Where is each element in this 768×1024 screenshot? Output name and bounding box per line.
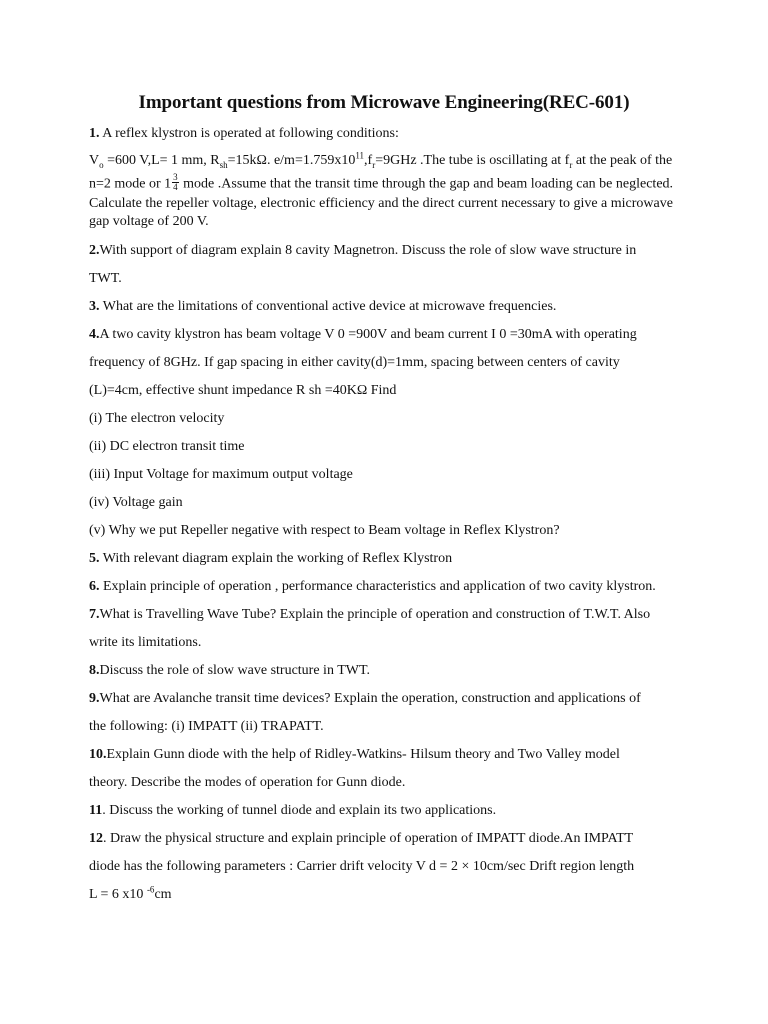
question-2-line-1: 2.With support of diagram explain 8 cavity Magnetron. Discuss the role of slow wave structure in [89,243,637,258]
question-number: 12 [89,831,103,846]
question-4-line-2: frequency of 8GHz. If gap spacing in either cavity(d)=1mm, spacing between centers of cavity [89,355,620,370]
question-number: 8. [89,663,100,678]
question-10-line-2: theory. Describe the modes of operation for Gunn diode. [89,775,406,790]
list-item: (v) Why we put Repeller negative with respect to Beam voltage in Reflex Klystron? [89,523,560,538]
question-1-line-5: gap voltage of 200 V. [89,214,209,229]
fraction-three-quarters: $\frac{3}{4}$ [173,172,178,192]
question-number: 6. [89,579,100,594]
question-12-line-2: diode has the following parameters : Carrier drift velocity V d = 2 × 10cm/sec Drift region length [89,859,635,874]
question-2-line-2: TWT. [89,271,122,286]
question-5: 5. With relevant diagram explain the working of Reflex Klystron [89,551,453,566]
question-4-line-3: (L)=4cm, effective shunt impedance R sh =40KΩ Find [89,383,397,398]
question-10-line-1: 10.Explain Gunn diode with the help of Ridley-Watkins- Hilsum theory and Two Valley model [89,747,620,762]
question-11: 11. Discuss the working of tunnel diode and explain its two applications. [89,803,497,818]
list-item: (i) The electron velocity [89,411,225,426]
list-item: (iv) Voltage gain [89,495,183,510]
question-9-line-2: the following: (i) IMPATT (ii) TRAPATT. [89,719,324,734]
question-number: 4. [89,327,100,342]
question-3: 3. What are the limitations of conventional active device at microwave frequencies. [89,299,557,314]
question-1-conditions: $V_o =600$ V,L= 1 mm, $R_{sh}=15k\Omega$. $e/m=1.759x10^{11},f_r=9GHz$ .The tube is oscillating at $f_r$ at the peak of the [89,150,673,170]
question-9-line-1: 9.What are Avalanche transit time devices? Explain the operation, construction and applications of [89,691,641,706]
question-number: 11 [89,803,103,818]
question-number: 3. [89,299,100,314]
question-1-line-1: 1. A reflex klystron is operated at following conditions: [89,126,399,141]
question-number: 9. [89,691,100,706]
question-7-line-1: 7.What is Travelling Wave Tube? Explain the principle of operation and construction of T.W.T. Also [89,607,651,622]
question-12-line-3: L = 6 x10 $^{-6}$cm [89,884,172,902]
question-4-line-1: 4.A two cavity klystron has beam voltage V 0 =900V and beam current I 0 =30mA with operating [89,327,637,342]
question-1-mode-line: n=2 mode or 1 $\frac{3}{4}$ mode .Assume that the transit time through the gap and beam loading can be neglected. [89,172,674,192]
question-6: 6. Explain principle of operation , performance characteristics and application of two cavity klystron. [89,579,656,594]
question-number: 1. [89,126,100,141]
question-number: 5. [89,551,100,566]
list-item: (ii) DC electron transit time [89,439,245,454]
question-1-line-4: Calculate the repeller voltage, electronic efficiency and the direct current necessary to give a microwave [89,196,673,211]
question-number: 2. [89,243,100,258]
list-item: (iii) Input Voltage for maximum output voltage [89,467,353,482]
question-number: 7. [89,607,100,622]
question-number: 10. [89,747,107,762]
question-7-line-2: write its limitations. [89,635,202,650]
question-12-line-1: 12. Draw the physical structure and explain principle of operation of IMPATT diode.An IMPATT [89,831,634,846]
page-title: Important questions from Microwave Engineering(REC-601) [138,92,630,113]
question-8: 8.Discuss the role of slow wave structure in TWT. [89,663,370,678]
